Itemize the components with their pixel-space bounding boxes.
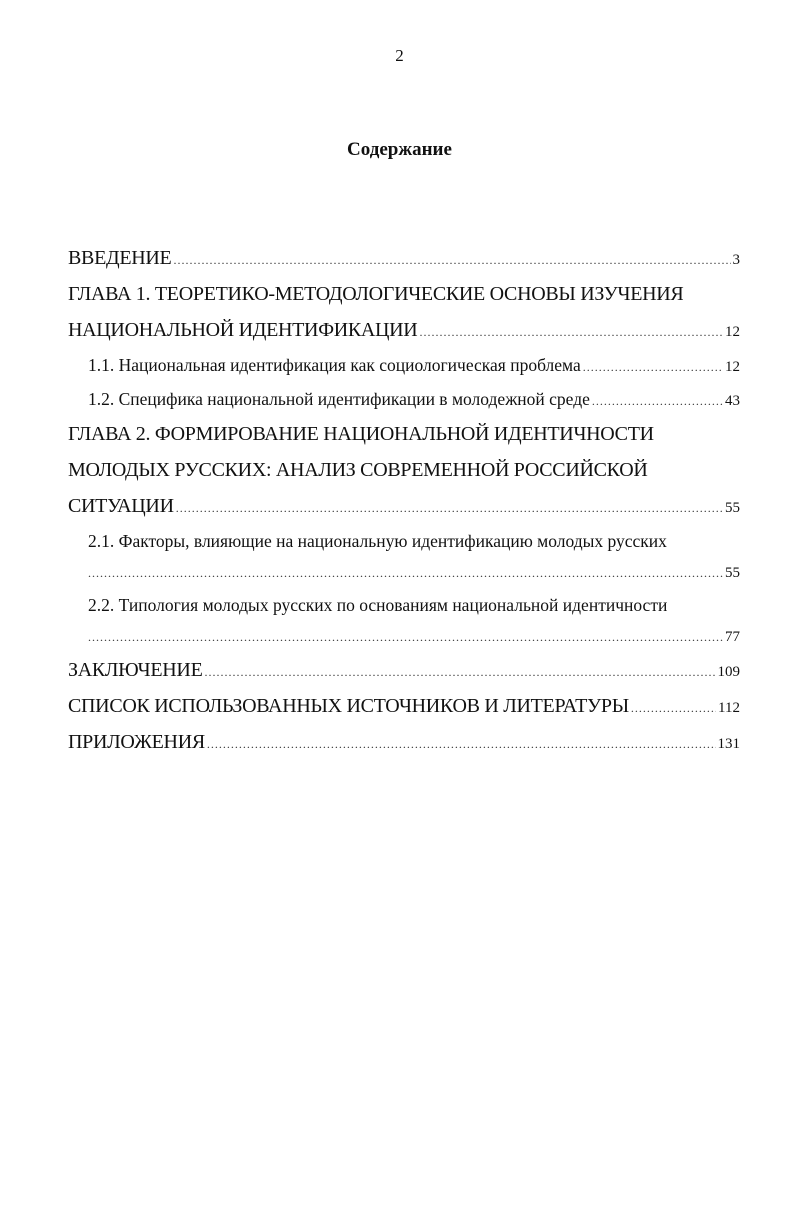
dot-leader: [88, 558, 723, 588]
toc-entry-page: 12: [725, 324, 740, 340]
toc-entry-section-2-1-leader: [68, 558, 740, 588]
dot-leader: [176, 490, 723, 526]
dot-leader: [173, 242, 730, 278]
toc-entry-page: 131: [717, 736, 740, 752]
table-of-contents: [68, 240, 740, 760]
dot-leader: [592, 384, 723, 418]
toc-entry-chapter1: [68, 312, 740, 348]
toc-entry-section-2-2-leader: [68, 622, 740, 652]
toc-entry-page: 77: [725, 629, 740, 645]
toc-entry-sources: [68, 688, 740, 724]
toc-entry-label: 1.1. Национальная идентификация как социологическая проблема: [88, 355, 581, 375]
toc-entry-section-2-1: [68, 524, 740, 558]
toc-entry-label: ГЛАВА 2. ФОРМИРОВАНИЕ НАЦИОНАЛЬНОЙ ИДЕНТИЧНОСТИ: [68, 423, 654, 445]
dot-leader: [204, 654, 715, 690]
toc-entry-chapter1-line1: [68, 276, 740, 312]
toc-entry-chapter2-line2: [68, 452, 740, 488]
toc-entry-label: НАЦИОНАЛЬНОЙ ИДЕНТИФИКАЦИИ: [68, 319, 418, 341]
dot-leader: [88, 622, 723, 652]
toc-entry-page: 12: [725, 359, 740, 375]
toc-entry-label: ЗАКЛЮЧЕНИЕ: [68, 659, 203, 681]
toc-entry-section-2-2: [68, 588, 740, 622]
toc-entry-appendix: [68, 724, 740, 760]
dot-leader: [631, 690, 716, 726]
toc-entry-section-1-1: [68, 348, 740, 382]
toc-entry-label: СИТУАЦИИ: [68, 495, 174, 517]
toc-entry-page: 43: [725, 393, 740, 409]
toc-entry-label: ГЛАВА 1. ТЕОРЕТИКО-МЕТОДОЛОГИЧЕСКИЕ ОСНОВЫ ИЗУЧЕНИЯ: [68, 283, 684, 305]
toc-entry-section-1-2: [68, 382, 740, 416]
toc-entry-page: 55: [725, 565, 740, 581]
toc-entry-page: 55: [725, 500, 740, 516]
toc-entry-conclusion: [68, 652, 740, 688]
toc-entry-label: СПИСОК ИСПОЛЬЗОВАННЫХ ИСТОЧНИКОВ И ЛИТЕРАТУРЫ: [68, 695, 629, 717]
toc-entry-chapter2-line1: [68, 416, 740, 452]
toc-entry-page: 109: [717, 664, 740, 680]
toc-entry-label: 1.2. Специфика национальной идентификации в молодежной среде: [88, 389, 590, 409]
toc-title: Содержание: [347, 139, 452, 160]
toc-entry-intro: [68, 240, 740, 276]
toc-entry-chapter2: [68, 488, 740, 524]
page-number: 2: [395, 46, 404, 65]
toc-entry-page: 3: [732, 252, 740, 268]
dot-leader: [419, 314, 723, 350]
toc-entry-label: ПРИЛОЖЕНИЯ: [68, 731, 205, 753]
dot-leader: [207, 726, 716, 762]
toc-entry-label: МОЛОДЫХ РУССКИХ: АНАЛИЗ СОВРЕМЕННОЙ РОССИЙСКОЙ: [68, 459, 648, 481]
toc-entry-label: ВВЕДЕНИЕ: [68, 247, 172, 269]
dot-leader: [583, 350, 723, 384]
toc-entry-page: 112: [718, 700, 740, 716]
toc-entry-label: 2.2. Типология молодых русских по основаниям национальной идентичности: [88, 595, 668, 615]
toc-entry-label: 2.1. Факторы, влияющие на национальную идентификацию молодых русских: [88, 531, 667, 551]
